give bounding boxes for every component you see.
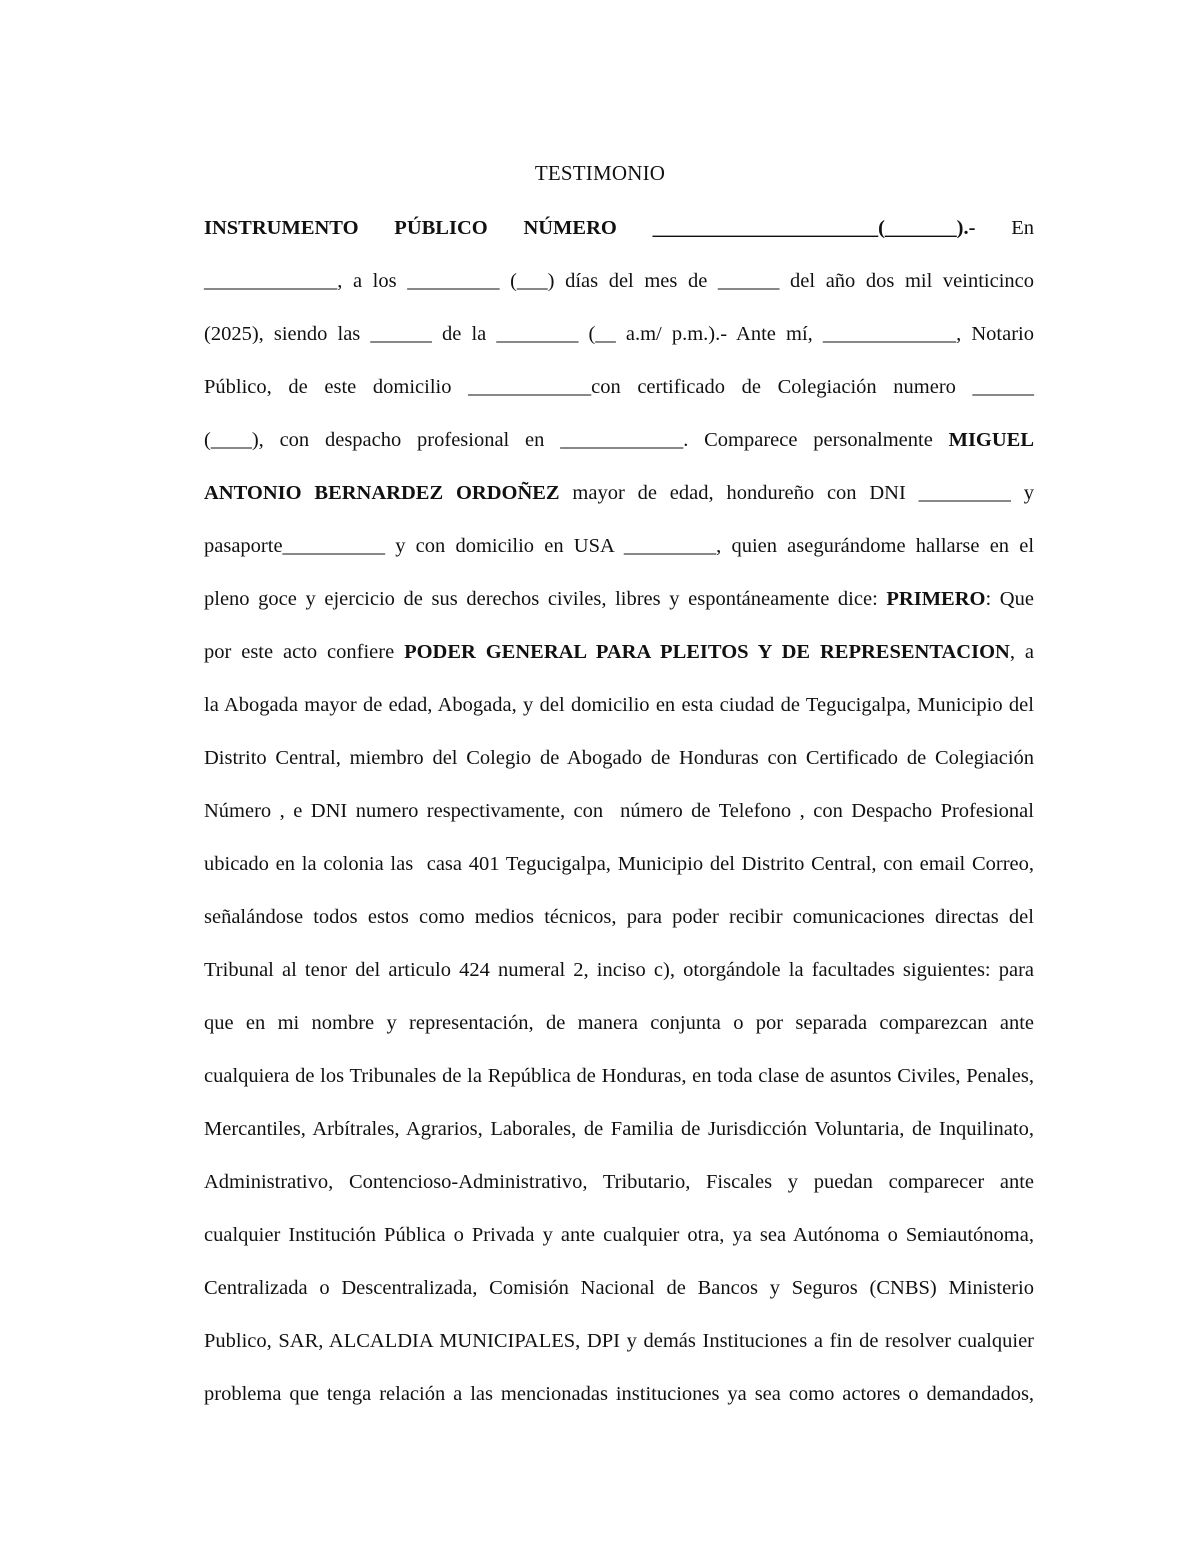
- body-line-19: [204, 1165, 1034, 1218]
- body-line-8: [204, 582, 1034, 635]
- line-5-text: (____), con despacho profesional en ____________. Comparece personalmente: [204, 429, 949, 451]
- line-1-word-en: En: [1011, 217, 1034, 239]
- line-22-text: Publico, SAR, ALCALDIA MUNICIPALES, DPI y demás Instituciones a fin de resolver cualquier: [204, 1330, 1034, 1352]
- body-line-16: [204, 1006, 1034, 1059]
- grantor-full-name: ANTONIO BERNARDEZ ORDOÑEZ: [204, 482, 560, 504]
- body-line-4: [204, 370, 1034, 423]
- body-line-7: [204, 529, 1034, 582]
- power-type-label: PODER GENERAL PARA PLEITOS Y DE REPRESENTACION: [404, 641, 1010, 663]
- line-7-text: pasaporte__________ y con domicilio en USA _________, quien asegurándome hallarse en el: [204, 535, 1035, 557]
- body-line-11: [204, 741, 1034, 794]
- body-line-6: [204, 476, 1034, 529]
- line-9-tail: , a: [1009, 641, 1034, 663]
- document-body: [204, 211, 1034, 1430]
- line-10-text: la Abogada mayor de edad, Abogada, y del domicilio en esta ciudad de Tegucigalpa, Municipio del: [204, 694, 1034, 716]
- instrument-label-word: INSTRUMENTO: [204, 217, 359, 239]
- instrument-number-blank: ______________________(_______).-: [652, 217, 976, 239]
- line-13-text: ubicado en la colonia las casa 401 Tegucigalpa, Municipio del Distrito Central, con email Correo,: [204, 853, 1035, 875]
- body-line-21: [204, 1271, 1034, 1324]
- line-20-text: cualquier Institución Pública o Privada y ante cualquier otra, ya sea Autónoma o Semiautónoma,: [204, 1224, 1034, 1246]
- line-6-text: mayor de edad, hondureño con DNI _________ y: [559, 482, 1034, 504]
- body-line-20: [204, 1218, 1034, 1271]
- body-line-13: [204, 847, 1034, 900]
- line-19-text: Administrativo, Contencioso-Administrativo, Tributario, Fiscales y puedan comparecer ante: [204, 1171, 1034, 1193]
- body-line-18: [204, 1112, 1034, 1165]
- body-line-14: [204, 900, 1034, 953]
- body-line-15: [204, 953, 1034, 1006]
- numero-label-word: NÚMERO: [523, 217, 617, 239]
- line-2-text: _____________, a los _________ (___) días del mes de ______ del año dos mil veinticinco: [204, 270, 1034, 292]
- line-17-text: cualquiera de los Tribunales de la República de Honduras, en toda clase de asuntos Civiles, Penales,: [204, 1065, 1034, 1087]
- line-21-text: Centralizada o Descentralizada, Comisión Nacional de Bancos y Seguros (CNBS) Ministerio: [204, 1277, 1034, 1299]
- primero-clause-label: PRIMERO: [886, 588, 986, 610]
- body-line-10: [204, 688, 1034, 741]
- line-8-text: pleno goce y ejercicio de sus derechos civiles, libres y espontáneamente dice:: [204, 588, 887, 610]
- body-line-1: [204, 211, 1034, 264]
- body-line-12: [204, 794, 1034, 847]
- line-11-text: Distrito Central, miembro del Colegio de Abogado de Honduras con Certificado de Colegiación: [204, 747, 1035, 769]
- line-9-text: por este acto confiere: [204, 641, 405, 663]
- body-line-5: [204, 423, 1034, 476]
- body-line-22: [204, 1324, 1034, 1377]
- line-16-text: que en mi nombre y representación, de manera conjunta o por separada comparezcan ante: [204, 1012, 1034, 1034]
- line-4-text: Público, de este domicilio ____________con certificado de Colegiación numero ______: [204, 376, 1035, 398]
- grantor-first-name: MIGUEL: [948, 429, 1035, 451]
- body-line-3: [204, 317, 1034, 370]
- line-14-text: señalándose todos estos como medios técnicos, para poder recibir comunicaciones directas del: [204, 906, 1034, 928]
- line-15-text: Tribunal al tenor del articulo 424 numeral 2, inciso c), otorgándole la facultades siguientes: para: [204, 959, 1035, 981]
- line-3-text: (2025), siendo las ______ de la ________ (__ a.m/ p.m.).- Ante mí, _____________, Notario: [204, 323, 1034, 345]
- line-23-text: problema que tenga relación a las mencionadas instituciones ya sea como actores o demandados,: [204, 1383, 1035, 1405]
- line-8-tail: : Que: [985, 588, 1034, 610]
- body-line-9: [204, 635, 1034, 688]
- line-18-text: Mercantiles, Arbítrales, Agrarios, Laborales, de Familia de Jurisdicción Voluntaria, de Inquilinato,: [204, 1118, 1034, 1140]
- body-line-23: [204, 1377, 1034, 1430]
- body-line-2: [204, 264, 1034, 317]
- publico-label-word: PÚBLICO: [394, 217, 488, 239]
- body-line-17: [204, 1059, 1034, 1112]
- document-title: TESTIMONIO: [534, 161, 666, 185]
- line-12-text: Número , e DNI numero respectivamente, con número de Telefono , con Despacho Profesional: [204, 800, 1034, 822]
